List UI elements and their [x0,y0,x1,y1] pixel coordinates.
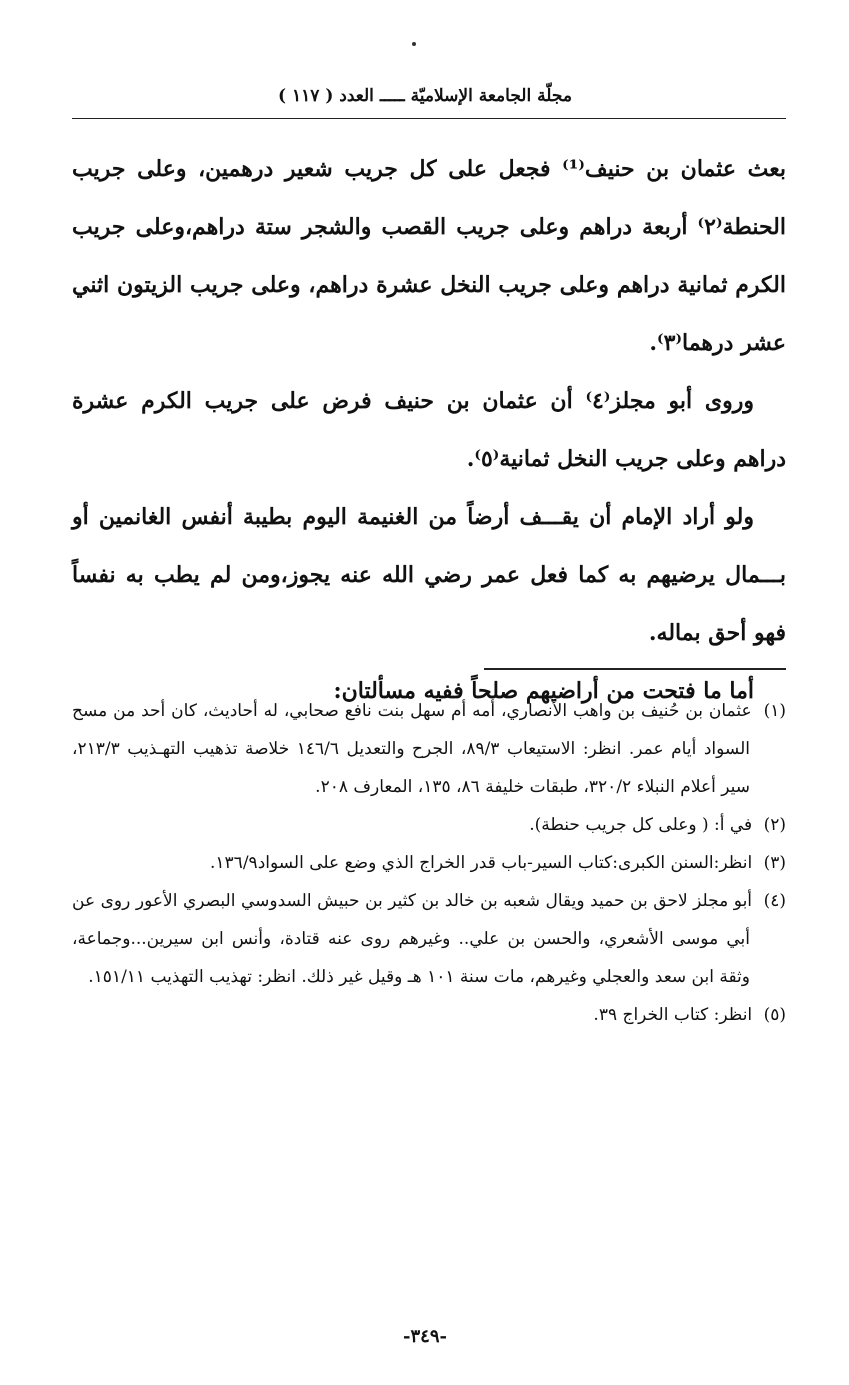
footnote-text: في أ: ( وعلى كل جريب حنطة). [529,815,753,835]
body-paragraph: وروى أبو مجلز⁽٤⁾ أن عثمان بن حنيف فرض على جريب الكرم عشرة دراهم وعلى جريب النخل ثمانية⁽٥⁾. [72,388,786,472]
main-body-text [72,140,786,720]
footnote-item [72,692,786,806]
body-paragraph: بعث عثمان بن حنيف⁽¹⁾ فجعل على كل جريب شعير درهمين، وعلى جريب الحنطة⁽٢⁾ أربعة دراهم وعلى جريب القصب والشجر ستة دراهم،وعلى جريب الكرم ثمانية دراهم وعلى جريب النخل عشرة دراهم، وعلى جريب الزيتون اثني عشر درهما⁽٣⁾. [72,156,786,356]
footnote-text: انظر:السنن الكبرى:كتاب السير-باب قدر الخراج الذي وضع على السواد١٣٦/٩. [210,853,753,873]
page-number: -٣٤٩- [403,1326,447,1347]
header-rule [72,118,786,119]
footnote-number: (٢) [763,815,786,835]
body-paragraph: أما ما فتحت من أراضيهم صلحاً ففيه مسألتان: [333,678,754,704]
footnote-text: انظر: كتاب الخراج ٣٩. [593,1005,753,1025]
body-paragraph: ولو أراد الإمام أن يقـــف أرضاً من الغنيمة اليوم بطيبة أنفس الغانمين أو بـــمال يرضيهم به كما فعل عمر رضي الله عنه يجوز،ومن لم يطب به نفساً فهو أحق بماله. [72,504,786,646]
footnote-item [72,882,786,996]
footnote-number: (٤) [763,891,786,911]
footnotes-section [72,692,786,1034]
footnote-item [72,996,786,1034]
footnote-number: (١) [763,701,786,721]
footnote-item [72,806,786,844]
stray-dot-mark [412,42,416,46]
footnote-number: (٣) [763,853,786,873]
footnote-text: أبو مجلز لاحق بن حميد ويقال شعبه بن خالد بن كثير بن حبيش السدوسي البصري الأعور روى عن أبي موسى الأشعري، والحسن بن علي.. وغيرهم روى عنه قتادة، وأنس ابن سيرين...وجماعة، وثقة ابن سعد والعجلي وغيرهم، مات سنة ١٠١ هـ وقيل غير ذلك. انظر: تهذيب التهذيب ١٥١/١١. [72,891,753,987]
running-header: مجلّة الجامعة الإسلاميّة ـــــ العدد ( ١١٧ ) [278,86,572,106]
footnote-text: عثمان بن حُنيف بن واهب الأنصاري، أمه أم سهل بنت نافع صحابي، له أحاديث، كان أحد من مسح السواد أيام عمر. انظر: الاستيعاب ٨٩/٣، الجرح والتعديل ١٤٦/٦ خلاصة تذهيب التهـذيب ٢١٣/٣، سير أعلام النبلاء ٣٢٠/٢، طبقات خليفة ٨٦، ١٣٥، المعارف ٢٠٨. [72,701,752,797]
footnote-item [72,844,786,882]
footnote-separator-rule [484,668,786,670]
footnote-number: (٥) [763,1005,786,1025]
